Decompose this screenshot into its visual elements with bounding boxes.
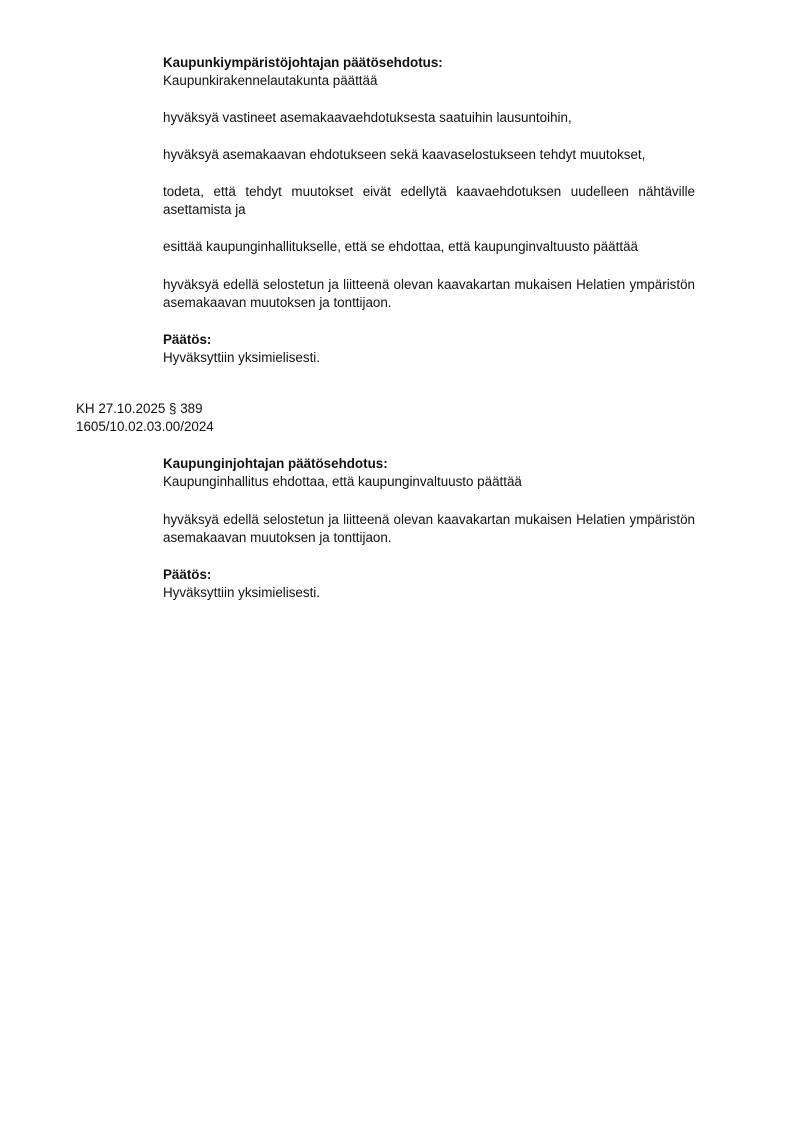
proposal-item-2 <box>163 146 695 164</box>
proposal-block-2 <box>163 455 695 491</box>
proposal-intro: Kaupunginhallitus ehdottaa, että kaupunginvaltuusto päättää <box>163 474 522 489</box>
proposal-item-text: hyväksyä edellä selostetun ja liitteenä olevan kaavakartan mukaisen Helatien ympäristön asemakaavan muutoksen ja tonttijaon. <box>163 277 695 310</box>
decision-heading: Päätös: <box>163 567 212 582</box>
proposal-item-text: esittää kaupunginhallitukselle, että se ehdottaa, että kaupunginvaltuusto päättää <box>163 239 638 254</box>
proposal-item-text: hyväksyä asemakaavan ehdotukseen sekä kaavaselostukseen tehdyt muutokset, <box>163 147 646 162</box>
proposal-item-1 <box>163 109 695 127</box>
proposal-block-1 <box>163 54 695 90</box>
decision-block-1 <box>163 331 695 367</box>
proposal-item-5 <box>163 276 695 312</box>
proposal-item-text: todeta, että tehdyt muutokset eivät edellytä kaavaehdotuksen uudelleen nähtäville asettamista ja <box>163 184 695 217</box>
decision-heading: Päätös: <box>163 332 212 347</box>
meeting-id: KH 27.10.2025 § 389 <box>76 401 203 416</box>
meeting-reference <box>76 400 376 436</box>
decision-text: Hyväksyttiin yksimielisesti. <box>163 585 320 600</box>
proposal-heading: Kaupunkiympäristöjohtajan päätösehdotus: <box>163 55 443 70</box>
proposal-item-text: hyväksyä edellä selostetun ja liitteenä olevan kaavakartan mukaisen Helatien ympäristön asemakaavan muutoksen ja tonttijaon. <box>163 512 695 545</box>
decision-block-2 <box>163 566 695 602</box>
proposal-item-6 <box>163 511 695 547</box>
proposal-heading: Kaupunginjohtajan päätösehdotus: <box>163 456 388 471</box>
proposal-intro: Kaupunkirakennelautakunta päättää <box>163 73 378 88</box>
proposal-item-text: hyväksyä vastineet asemakaavaehdotuksesta saatuihin lausuntoihin, <box>163 110 572 125</box>
case-number: 1605/10.02.03.00/2024 <box>76 419 214 434</box>
proposal-item-4 <box>163 238 695 256</box>
decision-text: Hyväksyttiin yksimielisesti. <box>163 350 320 365</box>
proposal-item-3 <box>163 183 695 219</box>
